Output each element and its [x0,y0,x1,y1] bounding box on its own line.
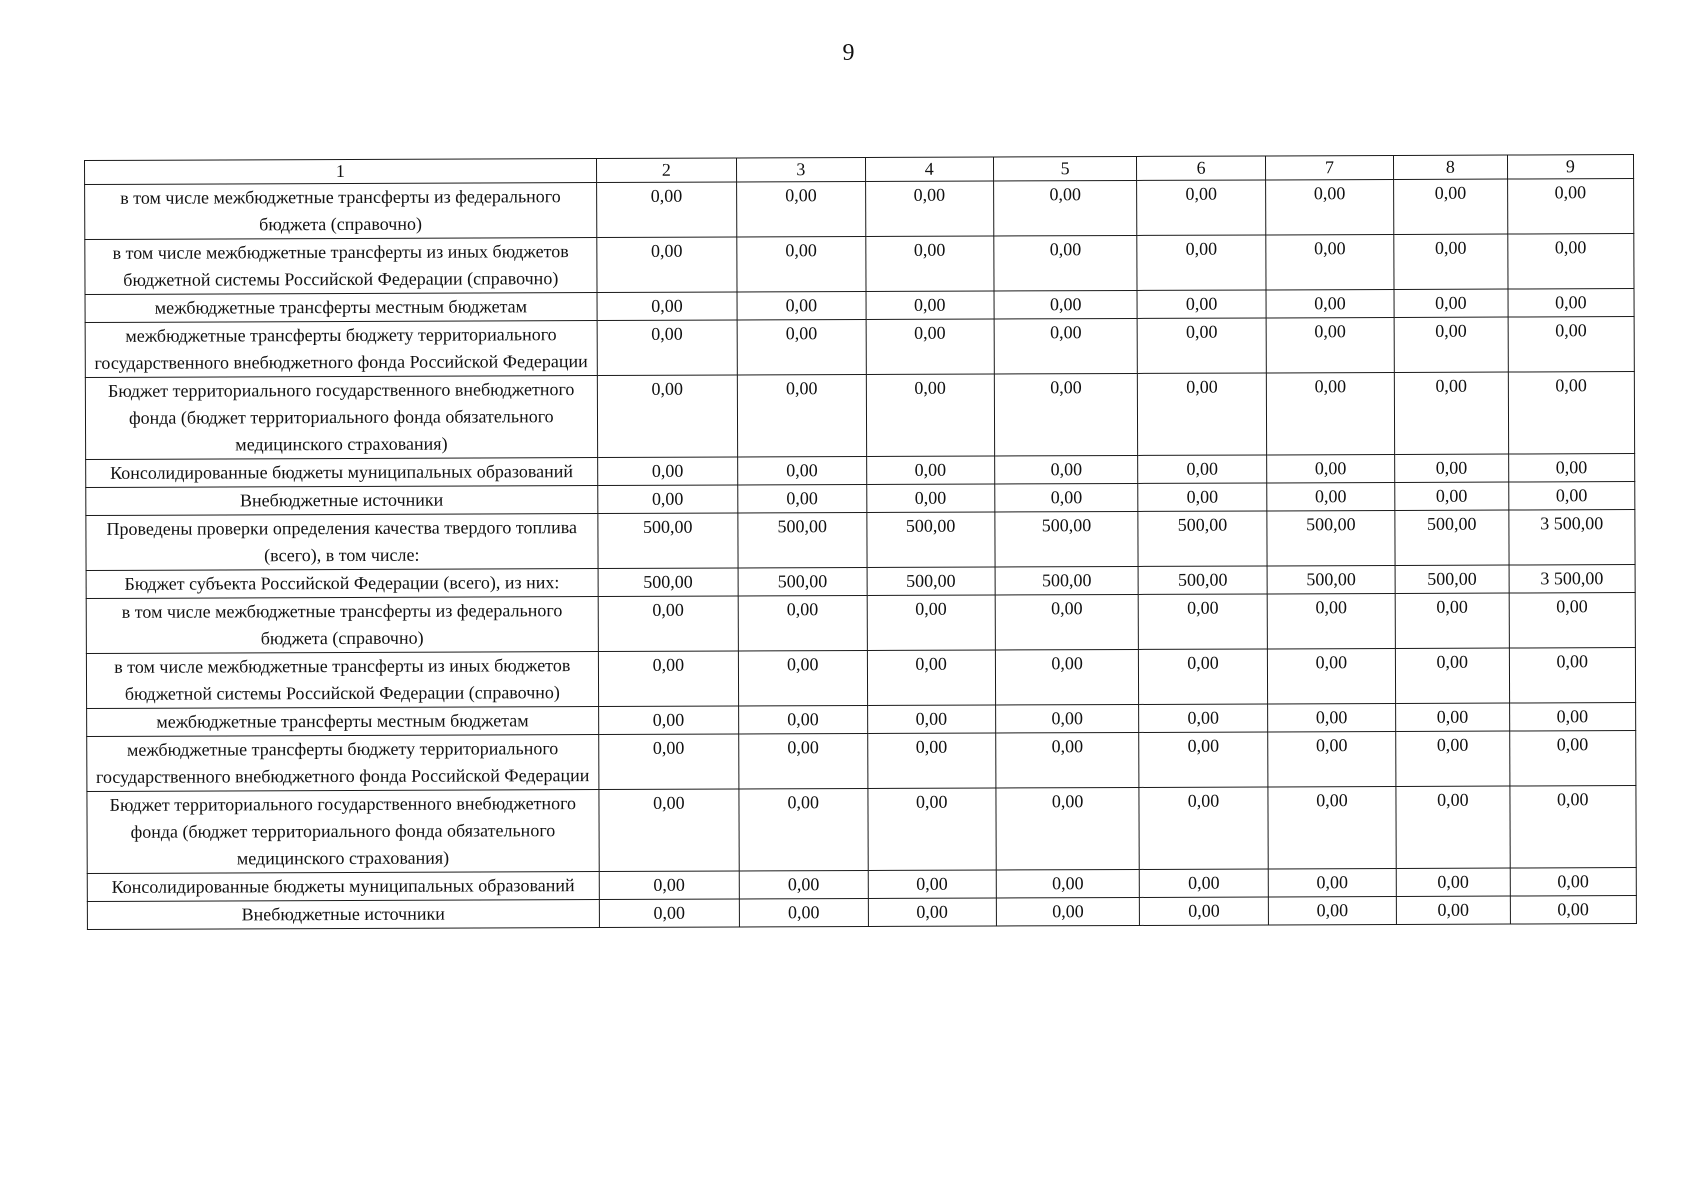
value-cell: 0,00 [996,869,1140,898]
value-cell: 0,00 [994,235,1138,291]
value-cell: 0,00 [739,705,868,733]
value-cell: 0,00 [1396,731,1510,786]
value-cell: 0,00 [738,456,867,484]
value-cell: 0,00 [1508,454,1635,482]
value-cell: 0,00 [1140,897,1269,925]
value-cell: 0,00 [739,788,868,870]
value-cell: 500,00 [995,511,1139,567]
value-cell: 0,00 [597,320,738,376]
budget-table [84,154,1637,930]
value-cell: 0,00 [1508,372,1635,454]
value-cell: 0,00 [1396,868,1509,896]
value-cell: 0,00 [1508,289,1635,317]
value-cell: 0,00 [739,733,868,788]
value-cell: 500,00 [995,566,1139,595]
table-body [85,179,1637,930]
column-header-3: 3 [737,158,865,182]
value-cell: 0,00 [738,650,867,705]
value-cell: 0,00 [995,649,1139,705]
row-label: межбюджетные трансферты местным бюджетам [85,293,597,323]
column-header-9: 9 [1507,155,1634,179]
value-cell: 0,00 [1138,373,1267,455]
value-cell: 0,00 [1508,482,1635,510]
value-cell: 0,00 [994,318,1138,374]
value-cell: 0,00 [1140,869,1269,897]
value-cell: 0,00 [1395,593,1509,648]
value-cell: 0,00 [1137,235,1266,290]
value-cell: 0,00 [1139,732,1268,787]
value-cell: 0,00 [739,870,868,898]
value-cell: 0,00 [737,320,866,375]
value-cell: 500,00 [1395,510,1509,565]
value-cell: 0,00 [1139,649,1268,704]
table-row [86,510,1635,571]
value-cell: 0,00 [1394,317,1508,372]
column-header-1: 1 [85,159,597,185]
column-header-7: 7 [1265,155,1393,179]
table-row [85,372,1634,460]
value-cell: 3 500,00 [1508,510,1635,565]
value-cell: 500,00 [866,512,995,567]
value-cell: 0,00 [993,180,1137,236]
value-cell: 0,00 [868,870,997,898]
value-cell: 0,00 [1266,317,1395,372]
value-cell: 500,00 [1138,566,1267,594]
value-cell: 0,00 [737,292,866,320]
value-cell: 0,00 [1507,234,1634,289]
table-row [85,234,1634,295]
value-cell: 0,00 [996,732,1140,788]
table-row [87,731,1636,792]
value-cell: 0,00 [995,594,1139,650]
value-cell: 0,00 [1397,896,1510,924]
value-cell: 500,00 [598,513,739,569]
value-cell: 0,00 [1507,179,1634,234]
value-cell: 0,00 [596,182,737,238]
row-label: Консолидированные бюджеты муниципальных образований [87,872,599,902]
row-label: Бюджет территориального государственного внебюджетного фонда (бюджет территориального фонда обязательного медицинского страхования) [87,790,599,874]
value-cell: 0,00 [598,706,739,735]
value-cell: 0,00 [867,733,996,788]
value-cell: 0,00 [1394,372,1508,454]
value-cell: 0,00 [866,484,995,512]
row-label: в том числе межбюджетные трансферты из иных бюджетов бюджетной системы Российской Федерации (справочно) [85,238,597,295]
value-cell: 0,00 [867,788,996,870]
row-label: в том числе межбюджетные трансферты из иных бюджетов бюджетной системы Российской Федерации (справочно) [86,652,598,709]
value-cell: 0,00 [1509,648,1636,703]
value-cell: 0,00 [1266,234,1395,289]
value-cell: 0,00 [737,182,866,237]
value-cell: 500,00 [1267,565,1396,593]
value-cell: 0,00 [867,705,996,733]
value-cell: 0,00 [866,291,995,319]
value-cell: 0,00 [597,457,738,486]
value-cell: 0,00 [1394,234,1508,289]
value-cell: 0,00 [1268,896,1397,924]
value-cell: 0,00 [865,236,994,291]
row-label: Проведены проверки определения качества твердого топлива (всего), в том числе: [86,514,598,571]
value-cell: 0,00 [1268,786,1397,868]
value-cell: 0,00 [596,237,737,293]
row-label: межбюджетные трансферты бюджету территориального государственного внебюджетного фонда Российской Федерации [87,735,599,792]
column-header-4: 4 [865,157,993,181]
column-header-6: 6 [1137,156,1265,180]
value-cell: 0,00 [1509,703,1636,731]
value-cell: 500,00 [598,568,739,597]
value-cell: 0,00 [996,704,1140,733]
value-cell: 0,00 [865,181,994,236]
column-header-2: 2 [596,158,737,183]
value-cell: 0,00 [1396,703,1509,731]
value-cell: 0,00 [1138,455,1267,483]
row-label: Бюджет территориального государственного внебюджетного фонда (бюджет территориального фонда обязательного медицинского страхования) [85,376,597,460]
row-label: Внебюджетные источники [86,486,598,516]
value-cell: 0,00 [1266,372,1395,454]
value-cell: 0,00 [1265,179,1394,234]
row-label: в том числе межбюджетные трансферты из федерального бюджета (справочно) [86,597,598,654]
value-cell: 0,00 [1510,868,1637,896]
value-cell: 0,00 [996,897,1140,926]
value-cell: 0,00 [1509,786,1636,868]
value-cell: 500,00 [738,512,867,567]
value-cell: 0,00 [995,483,1139,512]
value-cell: 0,00 [738,595,867,650]
value-cell: 0,00 [1396,648,1510,703]
row-label: Консолидированные бюджеты муниципальных образований [86,458,598,488]
value-cell: 0,00 [1267,593,1396,648]
value-cell: 500,00 [738,567,867,595]
value-cell: 0,00 [598,651,739,707]
value-cell: 0,00 [1137,180,1266,235]
row-label: межбюджетные трансферты бюджету территориального государственного внебюджетного фонда Российской Федерации [85,321,597,378]
value-cell: 0,00 [597,375,738,458]
column-header-8: 8 [1394,155,1507,179]
value-cell: 0,00 [996,787,1140,870]
value-cell: 0,00 [1396,786,1510,868]
value-cell: 0,00 [1267,731,1396,786]
value-cell: 0,00 [597,292,738,321]
page-number: 9 [842,40,855,66]
value-cell: 0,00 [1509,731,1636,786]
value-cell: 0,00 [1139,787,1268,869]
value-cell: 0,00 [994,373,1138,456]
row-label: в том числе межбюджетные трансферты из федерального бюджета (справочно) [85,183,597,240]
value-cell: 0,00 [1266,454,1395,482]
value-cell: 0,00 [1508,317,1635,372]
value-cell: 0,00 [994,290,1138,319]
value-cell: 0,00 [1267,703,1396,731]
value-cell: 0,00 [599,789,740,872]
value-cell: 0,00 [1268,868,1397,896]
value-cell: 0,00 [1394,179,1508,234]
table-row [85,317,1634,378]
value-cell: 3 500,00 [1509,565,1636,593]
value-cell: 0,00 [1395,482,1508,510]
table-row [87,896,1636,930]
value-cell: 0,00 [1267,482,1396,510]
value-cell: 0,00 [598,734,739,790]
value-cell: 0,00 [1137,318,1266,373]
column-header-5: 5 [993,156,1137,181]
value-cell: 500,00 [1395,565,1508,593]
row-label: межбюджетные трансферты местным бюджетам [87,707,599,737]
row-label: Внебюджетные источники [87,900,599,930]
value-cell: 0,00 [995,455,1139,484]
value-cell: 0,00 [1395,454,1508,482]
value-cell: 0,00 [598,596,739,652]
value-cell: 0,00 [867,595,996,650]
value-cell: 0,00 [866,319,995,374]
table-row [87,786,1636,874]
value-cell: 0,00 [1510,896,1637,924]
value-cell: 0,00 [737,374,866,456]
table-row [86,593,1635,654]
table-row [85,179,1634,240]
value-cell: 0,00 [597,485,738,514]
value-cell: 0,00 [868,898,997,926]
value-cell: 500,00 [1267,510,1396,565]
value-cell: 0,00 [1266,289,1395,317]
value-cell: 0,00 [1137,290,1266,318]
row-label: Бюджет субъекта Российской Федерации (всего), из них: [86,569,598,599]
value-cell: 0,00 [599,899,740,928]
value-cell: 0,00 [1138,483,1267,511]
value-cell: 500,00 [1138,511,1267,566]
value-cell: 0,00 [599,871,740,900]
value-cell: 0,00 [739,898,868,926]
value-cell: 0,00 [1267,648,1396,703]
value-cell: 0,00 [1509,593,1636,648]
table-row [86,648,1635,709]
value-cell: 0,00 [867,650,996,705]
value-cell: 0,00 [1139,704,1268,732]
value-cell: 0,00 [1394,289,1507,317]
value-cell: 0,00 [1139,594,1268,649]
value-cell: 500,00 [867,567,996,595]
value-cell: 0,00 [866,374,995,456]
value-cell: 0,00 [738,484,867,512]
value-cell: 0,00 [737,237,866,292]
value-cell: 0,00 [866,456,995,484]
